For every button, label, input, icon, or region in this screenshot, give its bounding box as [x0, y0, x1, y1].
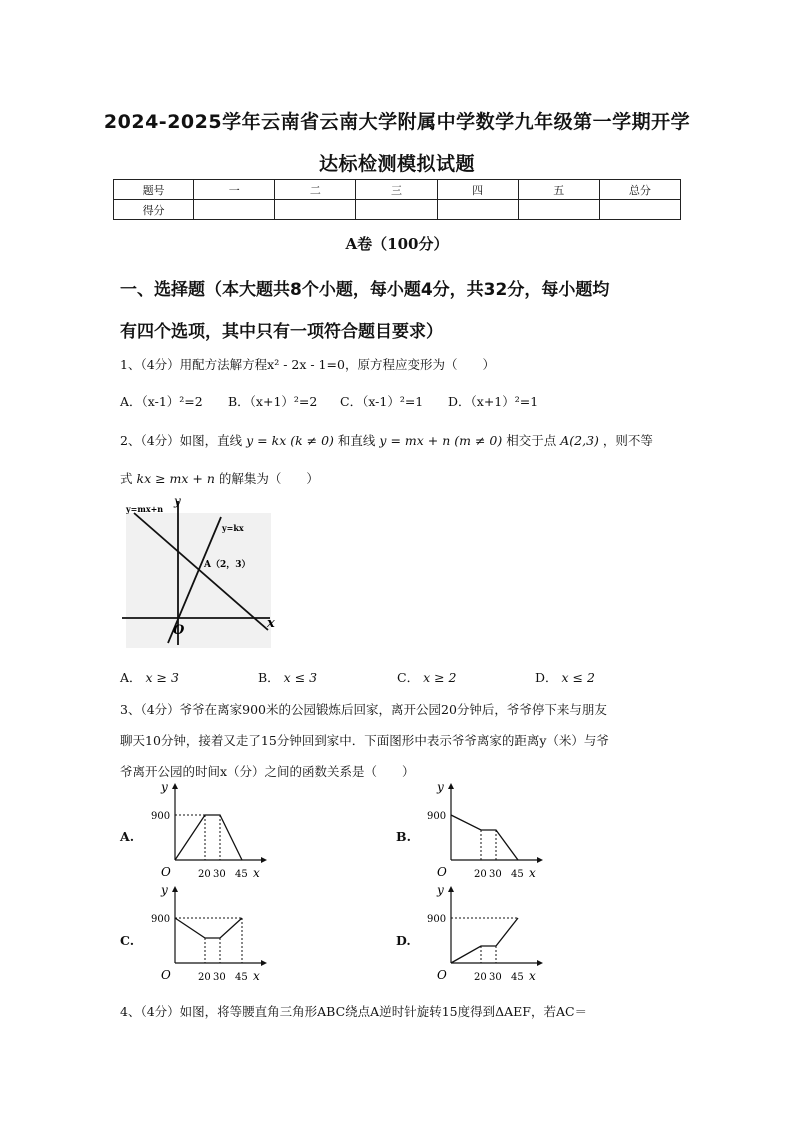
q3-option-d[interactable]: D.	[396, 933, 411, 948]
y-axis-arrow-icon	[172, 783, 178, 789]
q2-option-c-label: C．	[397, 670, 420, 685]
function-graph	[175, 815, 242, 860]
tick-30: 30	[213, 869, 226, 880]
score-table-header-row	[114, 180, 681, 200]
score-cell[interactable]	[599, 200, 680, 220]
label-x: x	[529, 866, 536, 880]
q2-option-d-label: D．	[535, 670, 558, 685]
table-header-cell: 三	[356, 180, 437, 200]
question-3-line2: 聊天10分钟，接着又走了15分钟回到家中．下面图形中表示爷爷离家的距离y（米）与爷	[120, 733, 609, 748]
q2-equation-1: y = kx	[246, 433, 287, 448]
table-header-cell: 题号	[114, 180, 194, 200]
tick-45: 45	[235, 972, 248, 983]
exam-title-line1: 2024-2025学年云南省云南大学附属中学数学九年级第一学期开学	[103, 111, 691, 133]
tick-45: 45	[511, 869, 524, 880]
tick-30: 30	[213, 972, 226, 983]
label-origin: O	[173, 623, 185, 638]
q1-option-d[interactable]: D．（x+1）²=1	[448, 394, 539, 409]
q2-equation-2: y = mx + n	[379, 433, 451, 448]
label-y-axis: y	[174, 495, 181, 508]
label-origin: O	[161, 968, 171, 982]
label-point-a: A（2，3）	[204, 560, 251, 570]
question-2-text-line2	[120, 469, 319, 487]
question-1-text: 1、（4分）用配方法解方程x² - 2x - 1=0，原方程应变形为（ ）	[120, 357, 495, 372]
q3-option-c[interactable]: C.	[120, 933, 135, 948]
tick-45: 45	[511, 972, 524, 983]
part1-heading-line2: 有四个选项，其中只有一项符合题目要求）	[120, 322, 443, 342]
score-row-label: 得分	[114, 200, 194, 220]
label-y: y	[437, 780, 444, 794]
question-3-line1: 3、（4分）爷爷在离家900米的公园锻炼后回家，离开公园20分钟后，爷爷停下来与朋友	[120, 702, 607, 717]
table-header-cell: 五	[518, 180, 599, 200]
q3-graph-c	[145, 878, 270, 986]
q2-option-b-label: B．	[258, 670, 280, 685]
y-axis-arrow-icon	[448, 783, 454, 789]
q3-graph-d	[421, 878, 546, 986]
q2-figure	[118, 495, 283, 655]
function-graph	[175, 918, 242, 938]
question-3-line3: 爷离开公园的时间x（分）之间的函数关系是（ ）	[120, 764, 415, 779]
x-axis-arrow-icon	[261, 857, 267, 863]
tick-30: 30	[489, 869, 502, 880]
label-x: x	[529, 969, 536, 983]
part1-heading-line1: 一、选择题（本大题共8个小题，每小题4分，共32分，每小题均	[120, 280, 610, 300]
table-header-cell: 四	[437, 180, 518, 200]
q2-option-a-label: A．	[120, 670, 142, 685]
q2-option-b-expr: x ≤ 3	[283, 670, 318, 685]
question-2-text	[120, 431, 653, 449]
label-mx-n: y=mx+n	[126, 504, 164, 514]
q2-inequality: kx ≥ mx + n	[136, 471, 215, 486]
q2-condition-1: (k ≠ 0)	[290, 433, 334, 448]
function-graph	[451, 918, 518, 963]
q2-text-part: ，则不等	[602, 433, 653, 448]
y-axis-arrow-icon	[448, 886, 454, 892]
q2-option-a-expr: x ≥ 3	[145, 670, 179, 685]
q2-option-c[interactable]	[397, 668, 457, 686]
score-cell[interactable]	[275, 200, 356, 220]
q2-text-part: 相交于点	[506, 433, 557, 448]
tick-20: 20	[474, 869, 487, 880]
tick-20: 20	[198, 972, 211, 983]
score-cell[interactable]	[437, 200, 518, 220]
function-graph	[451, 815, 518, 860]
q3-option-a[interactable]: A.	[120, 829, 135, 844]
label-origin: O	[437, 865, 447, 879]
q2-text-part: 2、（4分）如图，直线	[120, 433, 243, 448]
label-x-axis: x	[267, 616, 275, 631]
table-header-cell: 总分	[599, 180, 680, 200]
label-y: y	[437, 883, 444, 897]
q2-option-d-expr: x ≤ 2	[561, 670, 595, 685]
q2-option-d[interactable]	[535, 668, 595, 686]
q2-point: A(2,3)	[560, 433, 599, 448]
label-x: x	[253, 866, 260, 880]
q2-option-b[interactable]	[258, 668, 317, 686]
label-y: y	[161, 780, 168, 794]
tick-20: 20	[474, 972, 487, 983]
q2-option-c-expr: x ≥ 2	[423, 670, 457, 685]
tick-20: 20	[198, 869, 211, 880]
tick-900: 900	[151, 811, 171, 822]
q2-condition-2: (m ≠ 0)	[454, 433, 503, 448]
table-header-cell: 一	[194, 180, 275, 200]
label-kx: y=kx	[222, 523, 244, 533]
score-cell[interactable]	[356, 200, 437, 220]
score-table-row	[114, 200, 681, 220]
tick-900: 900	[427, 914, 447, 925]
score-cell[interactable]	[518, 200, 599, 220]
tick-900: 900	[151, 914, 171, 925]
q1-option-b[interactable]: B．（x+1）²=2	[228, 394, 318, 409]
score-cell[interactable]	[194, 200, 275, 220]
score-table	[113, 179, 681, 220]
exam-title-line2: 达标检测模拟试题	[318, 153, 475, 175]
tick-45: 45	[235, 869, 248, 880]
q3-graph-b	[421, 775, 546, 883]
question-4-text: 4、（4分）如图，将等腰直角三角形ABC绕点A逆时针旋转15度得到ΔAEF，若AC＝	[120, 1004, 588, 1019]
table-header-cell: 二	[275, 180, 356, 200]
tick-900: 900	[427, 811, 447, 822]
label-x: x	[253, 969, 260, 983]
q2-text-part: 的解集为（ ）	[218, 471, 319, 486]
q2-text-part: 式	[120, 471, 133, 486]
x-axis-arrow-icon	[537, 857, 543, 863]
figure-background	[126, 513, 271, 648]
tick-30: 30	[489, 972, 502, 983]
q1-option-c[interactable]: C．（x-1）²=1	[340, 394, 424, 409]
label-y: y	[161, 883, 168, 897]
x-axis-arrow-icon	[537, 960, 543, 966]
y-axis-arrow-icon	[172, 886, 178, 892]
q2-text-part: 和直线	[337, 433, 376, 448]
section-a-heading: A卷（100分）	[345, 235, 449, 253]
q3-option-b[interactable]: B.	[396, 829, 411, 844]
x-axis-arrow-icon	[261, 960, 267, 966]
label-origin: O	[437, 968, 447, 982]
q1-option-a[interactable]: A．（x-1）²=2	[120, 394, 203, 409]
q2-option-a[interactable]	[120, 668, 179, 686]
label-origin: O	[161, 865, 171, 879]
q3-graph-a	[145, 775, 270, 883]
